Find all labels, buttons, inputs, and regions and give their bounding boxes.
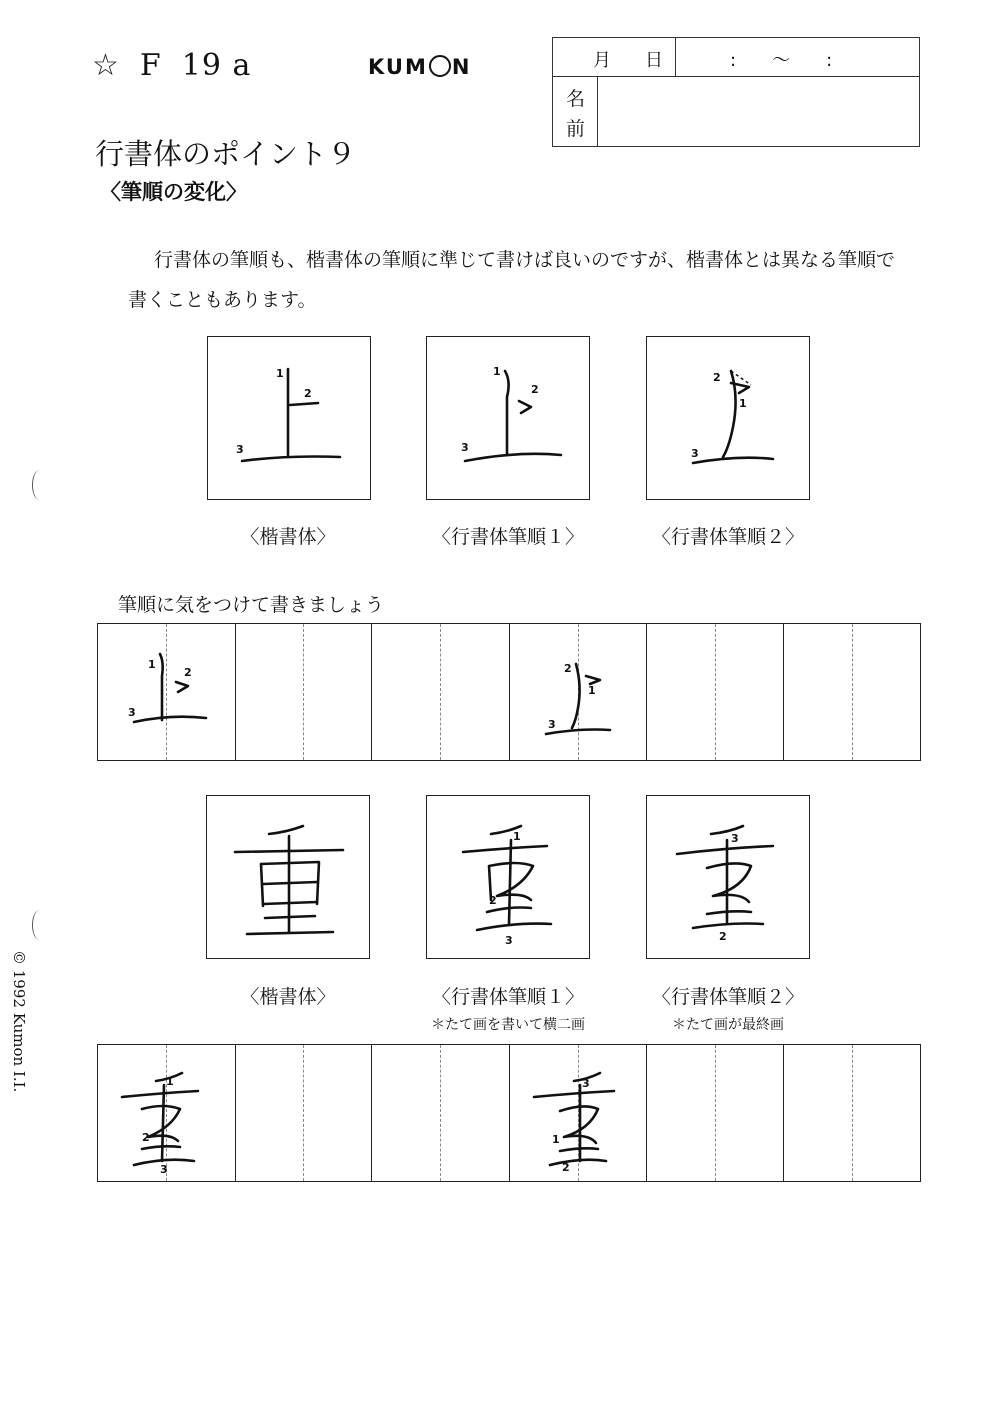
practice-cell[interactable] bbox=[784, 1045, 922, 1181]
practice-cell[interactable] bbox=[647, 624, 784, 760]
logo-text: KUM N bbox=[368, 55, 472, 79]
stroke-number: 3 bbox=[691, 447, 699, 460]
example-ue-gyosho-1 bbox=[426, 336, 590, 500]
stroke-number: 3 bbox=[236, 443, 244, 456]
stroke-number: 2 bbox=[719, 930, 727, 943]
practice-cell[interactable] bbox=[235, 624, 372, 760]
stroke-number: 1 bbox=[588, 684, 596, 697]
stroke-number: 3 bbox=[128, 706, 136, 719]
name-field[interactable] bbox=[599, 78, 917, 144]
practice-cell[interactable] bbox=[235, 1045, 372, 1181]
practice-cell-model bbox=[98, 1045, 236, 1181]
practice-cell[interactable] bbox=[372, 624, 510, 760]
kanji-ue-kaisho-drawing bbox=[208, 337, 372, 501]
kanji-omo-model-2 bbox=[510, 1045, 647, 1183]
page-subtitle: 〈筆順の変化〉 bbox=[100, 180, 247, 204]
sheet-number: 19 a bbox=[181, 48, 252, 83]
stroke-number: 1 bbox=[493, 365, 501, 378]
example-ue-kaisho bbox=[207, 336, 371, 500]
practice-cell-model bbox=[510, 1045, 647, 1181]
stroke-number: 2 bbox=[564, 662, 572, 675]
caption: 〈行書体筆順２〉 bbox=[651, 986, 804, 1008]
stroke-number: 2 bbox=[184, 666, 192, 679]
name-label-cell bbox=[553, 76, 598, 146]
example-omo-gyosho-1 bbox=[426, 795, 590, 959]
stroke-number: 3 bbox=[505, 934, 513, 947]
kumon-logo bbox=[368, 55, 471, 79]
time-label: : ～ : bbox=[730, 50, 833, 71]
stroke-number: 3 bbox=[461, 441, 469, 454]
month-label: 月 bbox=[593, 50, 611, 71]
kanji-omo-kaisho-drawing bbox=[207, 796, 371, 960]
date-name-box bbox=[552, 37, 920, 147]
sheet-code bbox=[92, 48, 271, 83]
stroke-number: 3 bbox=[548, 718, 556, 731]
stroke-number: 2 bbox=[142, 1131, 150, 1144]
level-label: F bbox=[139, 48, 162, 83]
stroke-number: 1 bbox=[513, 830, 521, 843]
kanji-ue-model-2 bbox=[510, 624, 647, 762]
practice-cell[interactable] bbox=[784, 624, 922, 760]
example-omo-gyosho-2 bbox=[646, 795, 810, 959]
stroke-number: 3 bbox=[582, 1077, 590, 1090]
practice-instruction: 筆順に気をつけて書きましょう bbox=[118, 594, 385, 616]
stroke-number: 2 bbox=[562, 1161, 570, 1174]
kanji-ue-gyosho1-drawing bbox=[427, 337, 591, 501]
intro-paragraph: 行書体の筆順も、楷書体の筆順に準じて書けば良いのですが、楷書体とは異なる筆順で書くこともあります。 bbox=[128, 249, 896, 311]
stroke-number: 1 bbox=[552, 1133, 560, 1146]
date-row bbox=[553, 38, 919, 77]
stroke-number: 1 bbox=[276, 367, 284, 380]
practice-cell[interactable] bbox=[372, 1045, 510, 1181]
caption: 〈行書体筆順２〉 bbox=[651, 526, 804, 548]
caption: 〈楷書体〉 bbox=[240, 526, 336, 548]
binder-hole-mark bbox=[32, 470, 47, 500]
caption: 〈行書体筆順１〉 bbox=[431, 986, 584, 1008]
stroke-number: 1 bbox=[166, 1075, 174, 1088]
stroke-number: 1 bbox=[739, 397, 747, 410]
page-title: 行書体のポイント９ bbox=[95, 137, 357, 171]
stroke-number: 2 bbox=[713, 371, 721, 384]
practice-cell-model bbox=[510, 624, 647, 760]
kanji-ue-model-1 bbox=[98, 624, 236, 762]
example-omo-kaisho bbox=[206, 795, 370, 959]
date-cell[interactable] bbox=[553, 38, 676, 76]
stroke-number: 3 bbox=[731, 832, 739, 845]
copyright-notice: © 1992 Kumon I.I. bbox=[10, 950, 28, 1093]
practice-grid-omo bbox=[97, 1044, 921, 1182]
stroke-number: 2 bbox=[531, 383, 539, 396]
caption: 〈楷書体〉 bbox=[240, 986, 336, 1008]
caption: 〈行書体筆順１〉 bbox=[431, 526, 584, 548]
stroke-number: 2 bbox=[489, 894, 497, 907]
stroke-number: 2 bbox=[304, 387, 312, 400]
stroke-number: 3 bbox=[160, 1163, 168, 1176]
practice-grid-ue bbox=[97, 623, 921, 761]
name-label: 名前 bbox=[566, 88, 586, 140]
kanji-ue-gyosho2-drawing bbox=[647, 337, 811, 501]
caption-note: ＊たて画が最終画 bbox=[672, 1017, 784, 1033]
practice-cell-model bbox=[98, 624, 236, 760]
kanji-omo-model-1 bbox=[98, 1045, 236, 1183]
time-cell[interactable] bbox=[675, 38, 919, 76]
star-icon: ☆ bbox=[92, 48, 120, 83]
kanji-omo-gyosho2-drawing bbox=[647, 796, 811, 960]
example-ue-gyosho-2 bbox=[646, 336, 810, 500]
day-label: 日 bbox=[645, 50, 663, 71]
practice-cell[interactable] bbox=[647, 1045, 784, 1181]
binder-hole-mark bbox=[32, 910, 47, 940]
stroke-number: 1 bbox=[148, 658, 156, 671]
caption-note: ＊たて画を書いて横二画 bbox=[431, 1017, 585, 1033]
kanji-omo-gyosho1-drawing bbox=[427, 796, 591, 960]
